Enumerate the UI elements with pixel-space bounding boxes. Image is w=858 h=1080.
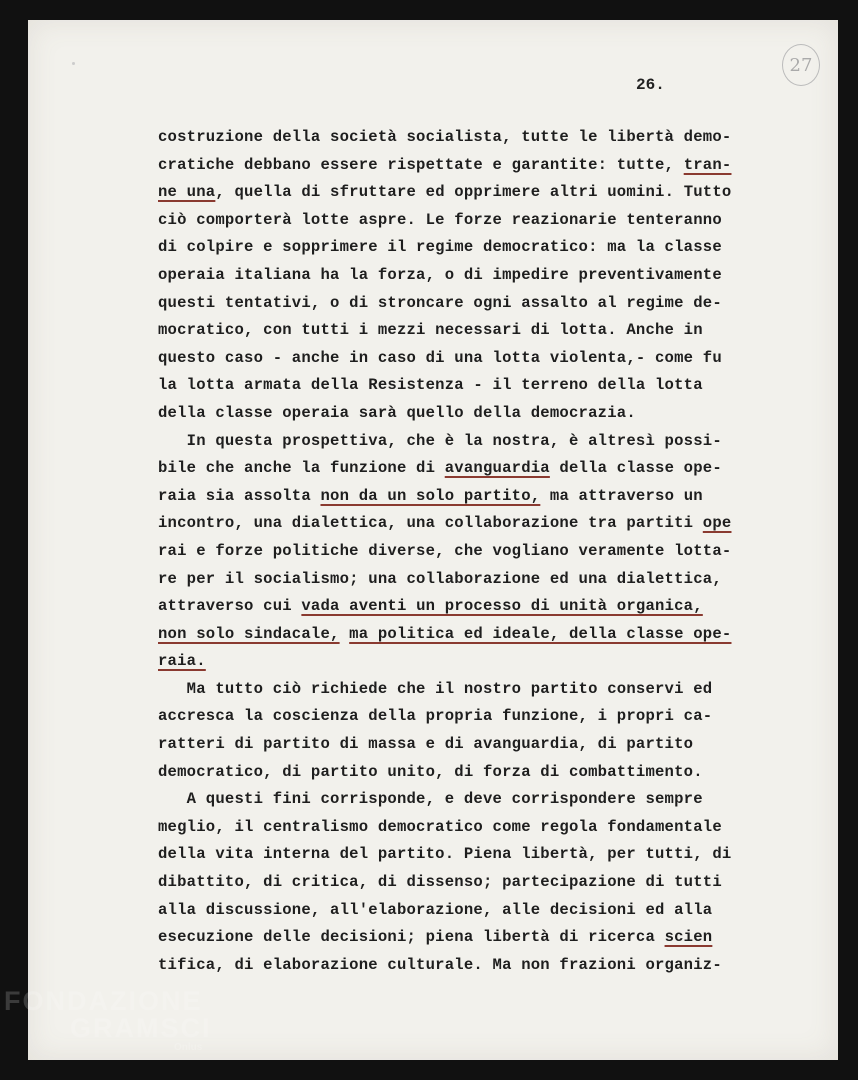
text-line [158, 262, 738, 290]
text-line [158, 703, 738, 731]
text-line [158, 179, 738, 207]
text-segment: , quella di sfruttare ed opprimere altri uomini. Tutto [215, 183, 732, 202]
text-segment [340, 625, 350, 643]
underlined-text: ma politica ed ideale, della classe ope- [349, 624, 732, 643]
text-line [158, 924, 738, 952]
text-segment: accresca la coscienza della propria funzione, i propri ca- [158, 707, 713, 726]
underlined-text: avanguardia [444, 459, 550, 478]
text-line [158, 152, 738, 180]
text-line [158, 676, 738, 704]
underlined-text: scien [664, 928, 713, 947]
text-segment: di colpire e sopprimere il regime democratico: ma la classe [158, 238, 722, 257]
text-segment: rai e forze politiche diverse, che vogliano veramente lotta- [158, 541, 732, 560]
text-segment: attraverso cui [158, 597, 302, 616]
text-line [158, 952, 738, 980]
text-line [158, 841, 738, 869]
text-segment: ciò comporterà lotte aspre. Le forze reazionarie tenteranno [158, 210, 722, 229]
text-segment: operaia italiana ha la forza, o di impedire preventivamente [158, 265, 722, 284]
text-segment: esecuzione delle decisioni; piena libertà di ricerca [158, 928, 665, 947]
text-segment: Ma tutto ciò richiede che il nostro partito conservi ed [158, 679, 713, 698]
text-segment: In questa prospettiva, che è la nostra, è altresì possi- [158, 431, 722, 450]
typewritten-body [158, 124, 738, 979]
text-line [158, 290, 738, 318]
underlined-text: tran- [683, 155, 732, 174]
text-line [158, 234, 738, 262]
text-segment: incontro, una dialettica, una collaborazione tra partiti [158, 514, 703, 533]
text-line [158, 786, 738, 814]
watermark-line-2: GRAMSCI [70, 1013, 212, 1043]
underlined-text: non da un solo partito, [320, 486, 541, 505]
text-segment: bile che anche la funzione di [158, 459, 445, 478]
text-segment: la lotta armata della Resistenza - il terreno della lotta [158, 376, 703, 395]
text-line [158, 483, 738, 511]
text-segment: A questi fini corrisponde, e deve corrispondere sempre [158, 790, 703, 809]
underlined-text: ope [702, 514, 732, 533]
text-line [158, 510, 738, 538]
text-segment: meglio, il centralismo democratico come regola fondamentale [158, 817, 722, 836]
underlined-text: raia. [158, 652, 206, 671]
text-line [158, 897, 738, 925]
text-segment: della vita interna del partito. Piena libertà, per tutti, di [158, 845, 732, 864]
text-line [158, 566, 738, 594]
text-segment: della classe ope- [549, 459, 722, 478]
watermark-logo [4, 986, 212, 1053]
text-segment: democratico, di partito unito, di forza di combattimento. [158, 762, 703, 781]
text-line [158, 428, 738, 456]
text-segment: ratteri di partito di massa e di avanguardia, di partito [158, 735, 694, 754]
text-segment: mocratico, con tutti i mezzi necessari di lotta. Anche in [158, 321, 703, 340]
text-segment: costruzione della società socialista, tutte le libertà demo- [158, 128, 732, 146]
text-segment: ma attraverso un [540, 486, 703, 505]
text-segment: re per il socialismo; una collaborazione ed una dialettica, [158, 569, 722, 588]
archive-stamp: 27 [782, 44, 820, 86]
watermark-line-1: FONDAZIONE [4, 986, 203, 1016]
text-segment: cratiche debbano essere rispettate e garantite: tutte, [158, 155, 684, 174]
text-line [158, 869, 738, 897]
text-line [158, 814, 738, 842]
text-line [158, 731, 738, 759]
text-line [158, 759, 738, 787]
underlined-text: ne una [158, 183, 216, 202]
text-line [158, 538, 738, 566]
text-segment: questi tentativi, o di stroncare ogni assalto al regime de- [158, 293, 722, 312]
page-number: 26. [636, 76, 665, 94]
speck [72, 62, 75, 65]
text-line [158, 621, 738, 649]
underlined-text: vada aventi un processo di unità organica, [301, 597, 703, 616]
text-segment: tifica, di elaborazione culturale. Ma non frazioni organiz- [158, 955, 722, 974]
text-line [158, 372, 738, 400]
text-line [158, 345, 738, 373]
text-line [158, 317, 738, 345]
text-line [158, 207, 738, 235]
text-line [158, 648, 738, 676]
text-line [158, 400, 738, 428]
text-segment: alla discussione, all'elaborazione, alle decisioni ed alla [158, 900, 713, 919]
watermark-line-3: Onlus [174, 1042, 203, 1053]
text-segment: dibattito, di critica, di dissenso; partecipazione di tutti [158, 873, 722, 892]
text-segment: raia sia assolta [158, 486, 321, 505]
text-line [158, 593, 738, 621]
underlined-text: non solo sindacale, [158, 624, 340, 643]
text-line [158, 455, 738, 483]
text-line [158, 124, 738, 152]
text-segment: della classe operaia sarà quello della democrazia. [158, 403, 636, 422]
text-segment: questo caso - anche in caso di una lotta violenta,- come fu [158, 348, 722, 367]
